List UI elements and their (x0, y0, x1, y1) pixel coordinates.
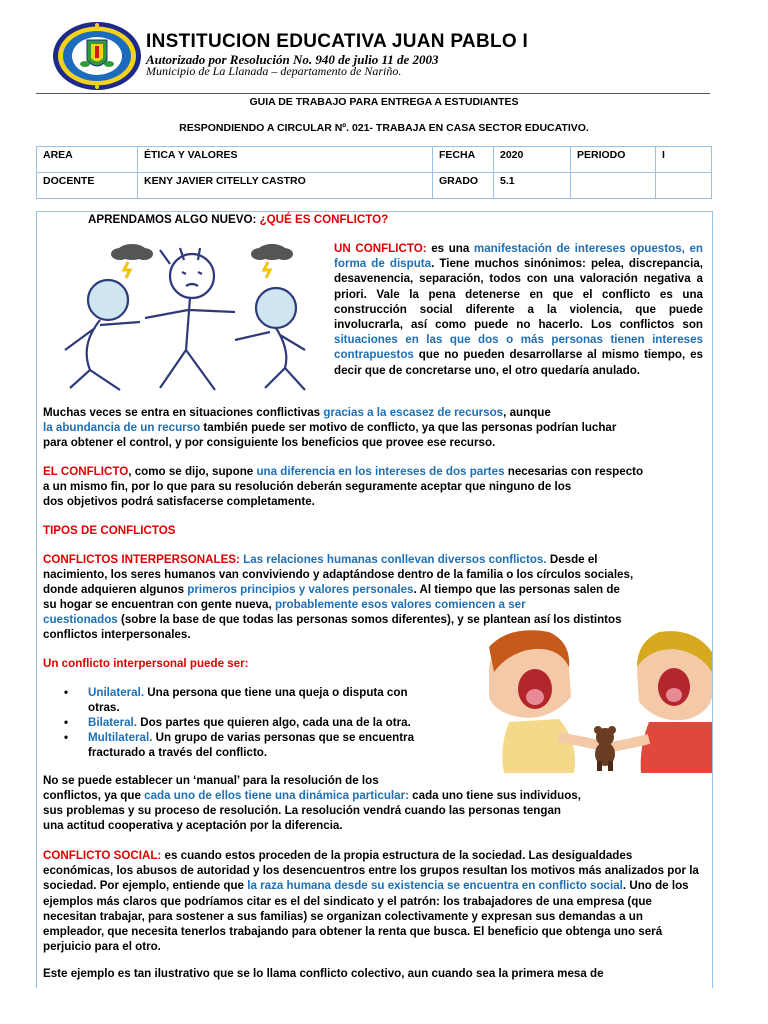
bullet-unilateral: Unilateral. Una persona que tiene una queja o disputa con (88, 686, 408, 699)
conflict-line-2: a un mismo fin, por lo que para su resolución deberán seguramente aceptar que ninguno de los (43, 480, 572, 493)
interpersonal-line-2: nacimiento, los seres humanos van conviviendo y adaptándose dentro de la familia o los círculos sociales, (43, 568, 634, 581)
area-label: AREA (37, 147, 138, 173)
manual-line-1: No se puede establecer un ‘manual’ para la resolución de los (43, 774, 379, 787)
bullet-mark: • (64, 716, 69, 729)
collective-conflict-line: Este ejemplo es tan ilustrativo que se lo llama conflicto colectivo, aun cuando sea la primera mesa de (43, 967, 604, 980)
school-logo (52, 20, 142, 92)
manual-line-4: una actitud cooperativa y aceptación por la diferencia. (43, 819, 343, 832)
definition-paragraph: UN CONFLICTO: es una manifestación de intereses opuestos, en forma de disputa. Tiene muchos sinónimos: pelea, discrepancia, desavenencia, separación, todos con una valoración negativa a priori. Vale la pena detenerse en que el conflicto es una construcción social diferente a la violencia, que puede involucrarla, así como puede no hacerlo. Los conflictos son situaciones en las que dos o más personas tienen intereses contrapuestos que no pueden desarrollarse al mismo tiempo, es decir que de concretarse uno, el otro quedaría anulado. (334, 242, 703, 377)
types-heading: TIPOS DE CONFLICTOS (43, 524, 176, 537)
periodo-label: PERIODO (571, 147, 656, 173)
bullet-bilateral: Bilateral. Dos partes que quieren algo, cada una de la otra. (88, 716, 411, 729)
guide-title: GUIA DE TRABAJO PARA ENTREGA A ESTUDIANTES (249, 96, 519, 108)
manual-line-2: conflictos, ya que cada uno de ellos tiene una dinámica particular: cada uno tiene sus individuos, (43, 789, 581, 802)
resources-line-3: para obtener el control, y por consiguiente los beneficios que provee ese recurso. (43, 436, 496, 449)
municipality-line: Municipio de La Llanada – departamento de Nariño. (146, 64, 402, 78)
section-heading: APRENDAMOS ALGO NUEVO: ¿QUÉ ES CONFLICTO? (88, 213, 389, 226)
heading-question: ¿QUÉ ES CONFLICTO? (259, 213, 389, 226)
periodo-value: I (656, 147, 712, 173)
grado-label: GRADO (433, 173, 494, 199)
conflict-illustration (40, 240, 320, 396)
bullet-multilateral-cont: fracturado a través del conflicto. (88, 746, 268, 759)
info-row-docente (37, 173, 712, 199)
bullet-unilateral-cont: otras. (88, 701, 120, 714)
bullet-mark: • (64, 686, 69, 699)
interpersonal-heading: Un conflicto interpersonal puede ser: (43, 657, 249, 670)
docente-value: KENY JAVIER CITELLY CASTRO (138, 173, 433, 199)
grado-value: 5.1 (494, 173, 571, 199)
interpersonal-line-3: donde adquieren algunos primeros principios y valores personales. Al tiempo que las personas salen de (43, 583, 620, 596)
interpersonal-line-5: cuestionados (sobre la base de que todas las personas somos diferentes), y se plantean así los distintos (43, 613, 622, 626)
header-divider (36, 93, 710, 94)
interpersonal-line-1: CONFLICTOS INTERPERSONALES: Las relaciones humanas conllevan diversos conflictos. Desde el (43, 553, 598, 566)
bullet-mark: • (64, 731, 69, 744)
conflict-line-3: dos objetivos podrá satisfacerse completamente. (43, 495, 315, 508)
children-fighting-illustration (489, 627, 712, 773)
empty-cell (656, 173, 712, 199)
circular-title: RESPONDIENDO A CIRCULAR Nº. 021- TRABAJA EN CASA SECTOR EDUCATIVO. (179, 122, 589, 134)
fecha-value: 2020 (494, 147, 571, 173)
institution-title: INSTITUCION EDUCATIVA JUAN PABLO I (146, 31, 529, 52)
conflict-line-1: EL CONFLICTO, como se dijo, supone una diferencia en los intereses de dos partes necesarias con respecto (43, 465, 644, 478)
authorization-line: Autorizado por Resolución No. 940 de julio 11 de 2003 (146, 52, 439, 67)
resources-line-1: Muchas veces se entra en situaciones conflictivas gracias a la escasez de recursos, aunque (43, 406, 551, 419)
area-value: ÉTICA Y VALORES (138, 147, 433, 173)
fecha-label: FECHA (433, 147, 494, 173)
docente-label: DOCENTE (37, 173, 138, 199)
interpersonal-line-6: conflictos interpersonales. (43, 628, 191, 641)
social-conflict-paragraph: CONFLICTO SOCIAL: es cuando estos proceden de la propia estructura de la sociedad. Las desigualdades económicas, los abusos de autoridad y los desencuentros entre los grupos resultan los motivos más analizados por la sociedad. Por ejemplo, entiende que la raza humana desde su existencia se encuentra en conflicto social. Uno de los ejemplos más claros que podríamos citar es el del sindicato y el patrón: los trabajadores de una empresa (que necesitan trabajar, para sostener a sus familias) se organizan colectivamente y expresan sus demandas a un empleador, que necesita tenerlos trabajando para obtener la renta que busca. El beneficio que obtenga uno será perjuicio para el otro. (43, 849, 699, 954)
manual-line-3: sus problemas y su proceso de resolución. La resolución vendrá cuando las personas tengan (43, 804, 562, 817)
resources-line-2: la abundancia de un recurso también puede ser motivo de conflicto, ya que las personas podrían luchar (43, 421, 617, 434)
info-row-area (37, 147, 712, 173)
empty-cell (571, 173, 656, 199)
bullet-multilateral: Multilateral. Un grupo de varias personas que se encuentra (88, 731, 415, 744)
info-table (36, 146, 712, 199)
interpersonal-line-4: su hogar se encuentran con gente nueva, probablemente esos valores comiencen a ser (43, 598, 526, 611)
